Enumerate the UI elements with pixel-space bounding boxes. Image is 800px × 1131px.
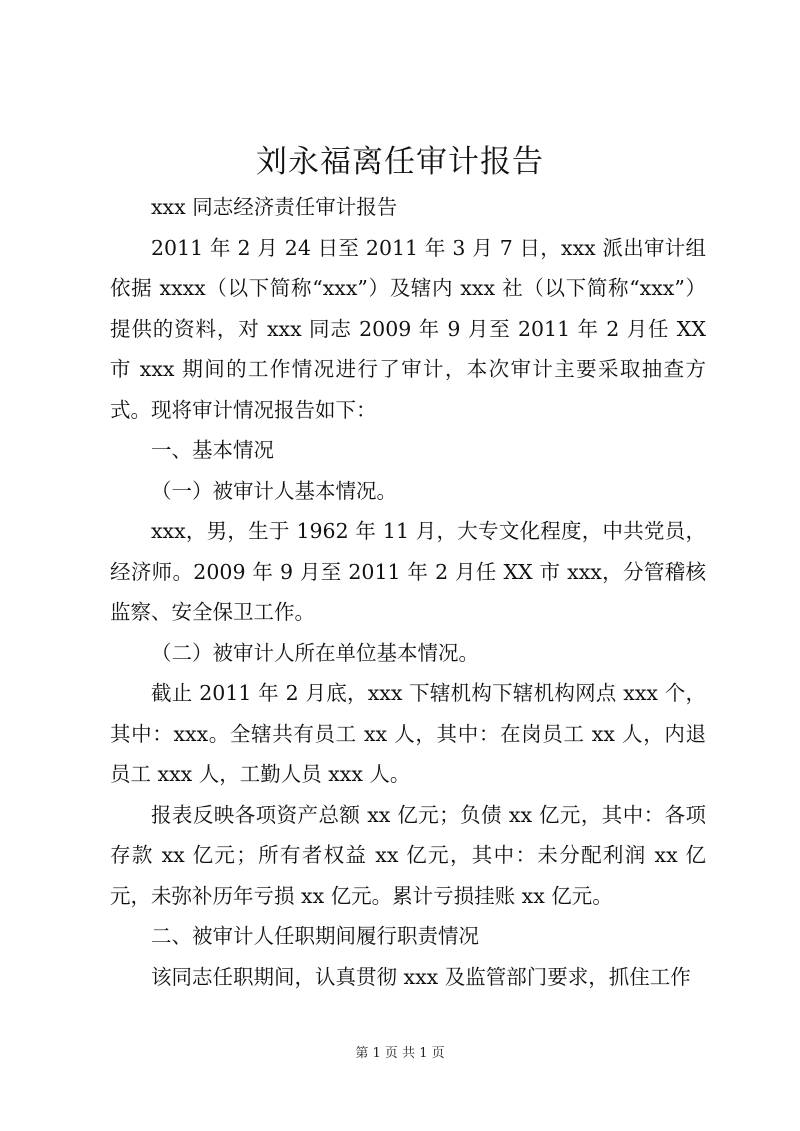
intro-paragraph: 2011 年 2 月 24 日至 2011 年 3 月 7 日，xxx 派出审计组依据 xxxx（以下简称“xxx”）及辖内 xxx 社（以下简称“xxx”）提供的资料，对 xxx 同志 2009 年 9 月至 2011 年 2 月任 XX 市 xxx 期间的工作情况进行了审计，本次审计主要采取抽查方式。现将审计情况报告如下： xyxy=(110,235,706,422)
duties-paragraph: 该同志任职期间，认真贯彻 xxx 及监管部门要求，抓住工作 xyxy=(151,964,691,989)
subtitle-paragraph: xxx 同志经济责任审计报告 xyxy=(151,195,398,219)
subsection-heading-unit: （二）被审计人所在单位基本情况。 xyxy=(151,640,479,665)
person-info-paragraph: xxx，男，生于 1962 年 11 月，大专文化程度，中共党员，经济师。2009 年 9 月至 2011 年 2 月任 XX 市 xxx，分管稽核监察、安全保卫工作。 xyxy=(110,519,706,624)
subsection-heading-person: （一）被审计人基本情况。 xyxy=(151,478,397,503)
document-body xyxy=(110,187,706,997)
page-footer: 第 1 页 共 1 页 xyxy=(355,1046,445,1061)
document-title: 刘永福离任审计报告 xyxy=(256,144,544,180)
unit-info-paragraph: 截止 2011 年 2 月底，xxx 下辖机构下辖机构网点 xxx 个，其中：xxx。全辖共有员工 xx 人，其中：在岗员工 xx 人，内退员工 xxx 人，工勤人员 xxx 人。 xyxy=(110,681,706,786)
section-heading-basic-situation: 一、基本情况 xyxy=(151,438,274,462)
section-heading-duties: 二、被审计人任职期间履行职责情况 xyxy=(151,924,479,948)
financial-report-paragraph: 报表反映各项资产总额 xx 亿元；负债 xx 亿元，其中：各项存款 xx 亿元；所有者权益 xx 亿元，其中：未分配利润 xx 亿元，未弥补历年亏损 xx 亿元。累计亏损挂账 xx 亿元。 xyxy=(110,802,706,908)
